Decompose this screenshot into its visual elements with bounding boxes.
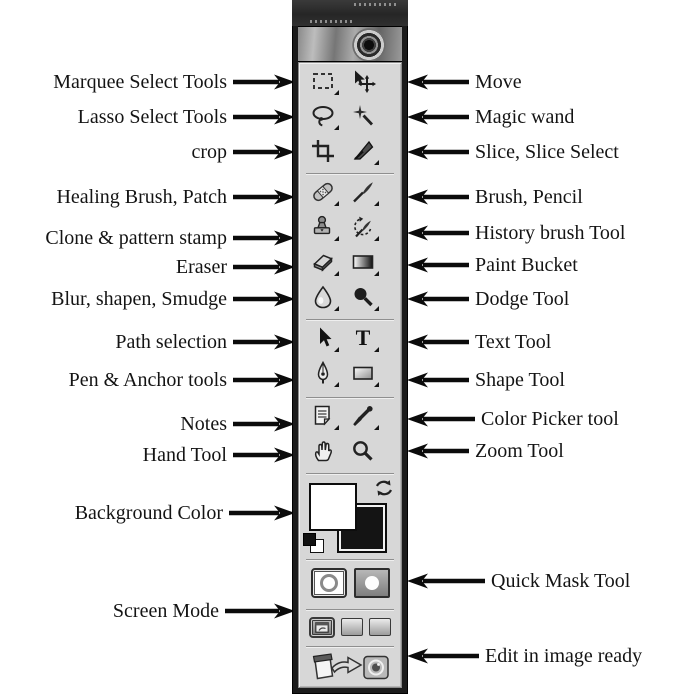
flyout-corner-icon [334,271,339,276]
callout-label: Clone & pattern stamp [45,227,227,249]
arrow-left-icon [407,411,475,427]
flyout-corner-icon [334,90,339,95]
panel-separator [306,319,394,320]
move-tool-button[interactable] [345,65,381,97]
arrow-left-icon [407,189,469,205]
path-selection-icon [310,325,336,351]
arrow-right-icon [233,334,295,350]
callout-magic-wand [407,104,574,130]
swap-colors-icon[interactable] [373,477,395,499]
shape-icon [350,360,376,386]
callout-label: Text Tool [475,331,552,353]
history-brush-icon [350,214,376,240]
edit-in-imageready-button[interactable] [299,651,401,685]
callout-label: Brush, Pencil [475,186,583,208]
pen-tool-button[interactable] [305,357,341,389]
callout-label: Zoom Tool [475,440,564,462]
callout-blur [51,286,295,312]
callout-slice [407,139,619,165]
callout-label: Slice, Slice Select [475,141,619,163]
flyout-corner-icon [374,306,379,311]
callout-brush-pencil [407,184,583,210]
callout-marquee [53,69,295,95]
callout-label: Pen & Anchor tools [68,369,227,391]
arrow-left-icon [407,225,469,241]
clone-stamp-tool-button[interactable] [305,211,341,243]
flyout-corner-icon [374,160,379,165]
arrow-left-icon [407,109,469,125]
arrow-right-icon [233,259,295,275]
panel-separator [306,559,394,560]
eyedropper-tool-button[interactable] [345,400,381,432]
arrow-left-icon [407,257,469,273]
panel-separator [306,646,394,647]
magic-wand-icon [350,103,376,129]
notes-icon [310,403,336,429]
brush-icon [350,179,376,205]
quick-mask-section [299,565,401,601]
dodge-tool-button[interactable] [345,281,381,313]
callout-crop [191,139,295,165]
flyout-corner-icon [334,306,339,311]
flyout-corner-icon [334,236,339,241]
color-swatches-section [299,477,401,557]
arrow-left-icon [407,372,469,388]
arrow-right-icon [233,291,295,307]
arrow-right-icon [225,603,295,619]
panel-separator [306,473,394,474]
callout-quick-mask [407,568,630,594]
slice-icon [350,138,376,164]
arrow-right-icon [233,447,295,463]
flyout-corner-icon [374,271,379,276]
callout-label: Shape Tool [475,369,565,391]
flyout-corner-icon [334,201,339,206]
screen-mode-full-button[interactable] [369,618,391,636]
paint-bucket-tool-button[interactable] [345,246,381,278]
callout-label: Move [475,71,522,93]
callout-label: Hand Tool [142,444,227,466]
foreground-color-swatch[interactable] [309,483,357,531]
flyout-corner-icon [334,382,339,387]
clone-stamp-icon [310,214,336,240]
callout-label: Lasso Select Tools [77,106,227,128]
arrow-right-icon [229,505,295,521]
window-icon [315,622,329,633]
flyout-corner-icon [374,236,379,241]
lasso-tool-button[interactable] [305,100,341,132]
standard-mode-button[interactable] [311,568,347,598]
eraser-icon [310,249,336,275]
flyout-corner-icon [374,201,379,206]
text-tool-glyph: T [355,325,371,350]
callout-healing [56,184,295,210]
quick-mask-mode-button[interactable] [354,568,390,598]
callout-background-color [75,500,295,526]
flyout-corner-icon [374,347,379,352]
panel-separator [306,173,394,174]
callout-label: Notes [180,413,227,435]
hand-tool-button[interactable] [305,435,341,467]
blur-drop-icon [310,284,336,310]
arrow-right-icon [233,372,295,388]
callout-zoom-tool [407,438,564,464]
standard-mode-circle-icon [320,574,338,592]
callout-hand [143,442,295,468]
blur-tool-button[interactable] [305,281,341,313]
arrow-left-icon [407,291,469,307]
callout-screen-mode [113,598,295,624]
panel-separator [306,609,394,610]
shape-tool-button[interactable] [345,357,381,389]
arrow-right-icon [233,74,295,90]
titlebar-gripper-dots-icon [310,20,354,23]
brush-tool-button[interactable] [345,176,381,208]
callout-paint-bucket [407,252,578,278]
eraser-tool-button[interactable] [305,246,341,278]
gradient-bucket-icon [350,249,376,275]
panel-separator [306,397,394,398]
crop-icon [310,138,336,164]
callout-label: Marquee Select Tools [53,71,227,93]
titlebar-dots-icon [354,3,396,6]
flyout-corner-icon [334,425,339,430]
healing-brush-icon [310,179,336,205]
slice-tool-button[interactable] [345,135,381,167]
dodge-icon [350,284,376,310]
text-icon [350,325,376,351]
callout-dodge [407,286,569,312]
callout-label: crop [191,141,227,163]
arrow-left-icon [407,573,485,589]
crop-tool-button[interactable] [305,135,341,167]
callout-label: Dodge Tool [475,288,570,310]
callout-label: Eraser [175,256,227,278]
screen-mode-full-menubar-button[interactable] [341,618,363,636]
callout-notes [180,411,295,437]
zoom-tool-button[interactable] [345,435,381,467]
photoshop-banner-image [298,26,402,62]
arrow-left-icon [407,334,469,350]
move-icon [350,68,376,94]
callout-move [407,69,522,95]
tool-panel [298,62,402,688]
default-colors-foreground-swatch[interactable] [303,533,316,546]
callout-path-selection [115,329,295,355]
eyedropper-icon [350,403,376,429]
flyout-corner-icon [374,382,379,387]
callout-lasso [78,104,295,130]
callout-label: Quick Mask Tool [491,570,631,592]
hand-icon [310,438,336,464]
screen-mode-standard-button[interactable] [309,617,335,638]
arrow-right-icon [233,189,295,205]
callout-eraser [176,254,295,280]
arrow-left-icon [407,74,469,90]
arrow-left-icon [407,144,469,160]
edit-in-imageready-icon [308,651,392,683]
text-tool-button[interactable] [345,322,381,354]
callout-label: Color Picker tool [481,408,619,430]
history-brush-tool-button[interactable] [345,211,381,243]
callout-pen [69,367,295,393]
flyout-corner-icon [334,125,339,130]
callout-label: Healing Brush, Patch [56,186,227,208]
callout-clone-stamp [45,225,295,251]
arrow-right-icon [233,230,295,246]
callout-history-brush [407,220,625,246]
callout-label: History brush Tool [475,222,626,244]
callout-label: Path selection [115,331,227,353]
callout-shape-tool [407,367,565,393]
magic-wand-tool-button[interactable] [345,100,381,132]
screen-mode-section [299,613,401,641]
callout-label: Background Color [74,502,223,524]
callout-color-picker [407,406,619,432]
callout-imageready [407,643,642,669]
arrow-right-icon [233,109,295,125]
callout-label: Screen Mode [112,600,219,622]
toolbox-titlebar[interactable] [292,0,408,26]
callout-label: Edit in image ready [485,645,643,667]
quick-mask-circle-icon [365,576,379,590]
arrow-left-icon [407,648,479,664]
arrow-right-icon [233,416,295,432]
photoshop-toolbox [292,0,408,694]
arrow-left-icon [407,443,469,459]
healing-brush-tool-button[interactable] [305,176,341,208]
callout-label: Magic wand [475,106,575,128]
marquee-icon [310,68,336,94]
marquee-tool-button[interactable] [305,65,341,97]
arrow-right-icon [233,144,295,160]
notes-tool-button[interactable] [305,400,341,432]
callout-label: Blur, shapen, Smudge [51,288,227,310]
callout-text-tool [407,329,551,355]
flyout-corner-icon [374,425,379,430]
zoom-icon [350,438,376,464]
path-selection-tool-button[interactable] [305,322,341,354]
lasso-icon [310,103,336,129]
callout-label: Paint Bucket [475,254,578,276]
pen-icon [310,360,336,386]
flyout-corner-icon [334,347,339,352]
